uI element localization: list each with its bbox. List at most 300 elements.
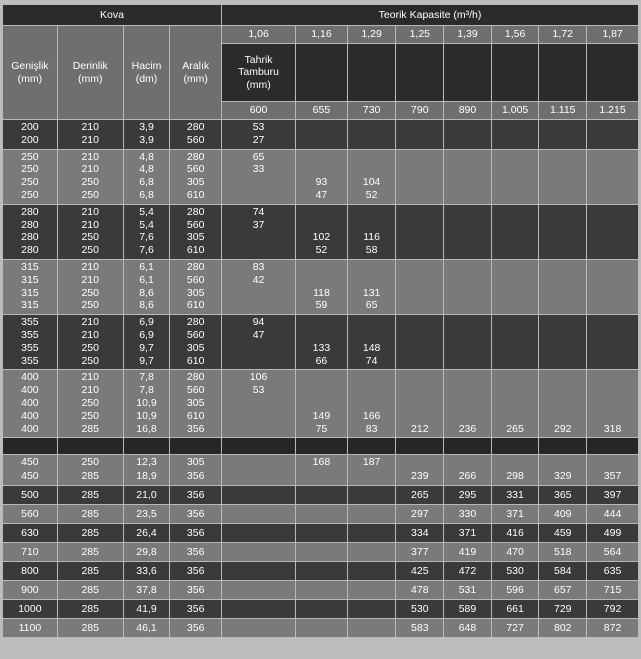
cell-value — [222, 545, 295, 560]
cell-value: 583 — [411, 621, 429, 634]
table-cell — [170, 259, 222, 314]
table-cell — [396, 619, 444, 638]
cell-value: 149 — [312, 409, 331, 422]
cell-value: 27 — [252, 133, 265, 146]
cell-value — [348, 384, 396, 397]
cell-value: 330 — [458, 507, 477, 520]
cell-value: 297 — [411, 507, 429, 520]
table-row-group — [3, 600, 639, 619]
table-cell — [170, 543, 222, 562]
table-cell — [170, 524, 222, 543]
drum-size-header: 655 — [296, 102, 348, 120]
cell-value: 250 — [81, 244, 99, 257]
cell-value — [222, 176, 295, 189]
cell-value: 400 — [21, 422, 39, 435]
table-cell — [347, 486, 396, 505]
table-cell — [491, 455, 539, 486]
cell-value — [539, 151, 586, 164]
table-cell — [491, 486, 539, 505]
cell-value: 315 — [21, 286, 39, 299]
cell-value: 459 — [554, 526, 572, 539]
table-cell — [57, 486, 123, 505]
table-cell — [539, 505, 587, 524]
cell-value: 584 — [554, 564, 572, 577]
cell-value — [396, 355, 443, 368]
cell-value: 18,9 — [136, 469, 157, 482]
table-cell — [347, 455, 396, 486]
table-cell — [396, 505, 444, 524]
table-cell — [3, 315, 58, 370]
table-cell — [296, 204, 348, 259]
cell-value: 33,6 — [136, 564, 157, 577]
cell-value — [222, 602, 295, 617]
cell-value: 285 — [81, 564, 99, 577]
cell-value — [587, 219, 638, 232]
cell-value — [444, 384, 491, 397]
cell-value — [492, 384, 539, 397]
cell-value: 187 — [362, 456, 381, 469]
table-cell — [396, 562, 444, 581]
cell-value: 444 — [603, 507, 622, 520]
cell-value — [587, 410, 638, 423]
cell-value: 250 — [81, 341, 99, 354]
cell-value — [348, 488, 396, 503]
cell-value: 499 — [603, 526, 622, 539]
cell-value — [348, 545, 396, 560]
cell-value: 356 — [186, 526, 205, 539]
cell-value — [296, 488, 347, 503]
cell-value: 250 — [21, 150, 39, 163]
table-cell — [57, 505, 123, 524]
cell-value — [444, 355, 491, 368]
cell-value: 400 — [21, 384, 39, 397]
cell-value: 305 — [186, 176, 205, 189]
drum-size-header: 600 — [222, 102, 296, 120]
cell-value — [396, 456, 443, 470]
table-cell — [491, 600, 539, 619]
cell-value: 83 — [252, 260, 265, 273]
cell-value: 450 — [21, 456, 39, 469]
cell-value — [348, 564, 396, 579]
cell-value: 265 — [411, 488, 429, 501]
cell-value — [492, 371, 539, 384]
cell-value: 470 — [506, 545, 524, 558]
table-cell — [57, 204, 123, 259]
cell-value — [587, 151, 638, 164]
table-cell — [587, 543, 639, 562]
table-cell — [57, 600, 123, 619]
cell-value: 715 — [603, 583, 622, 596]
table-cell — [123, 315, 170, 370]
table-row-group — [3, 619, 639, 638]
cell-value: 116 — [363, 231, 380, 244]
cell-value — [492, 121, 539, 134]
cell-value: 596 — [506, 583, 524, 596]
cell-value — [492, 397, 539, 410]
cell-value: 236 — [458, 422, 477, 435]
table-cell — [3, 149, 58, 204]
cell-value: 560 — [186, 328, 205, 341]
cell-value: 285 — [81, 526, 99, 539]
cell-value — [222, 244, 295, 257]
cell-value — [296, 134, 347, 147]
cell-value — [296, 329, 347, 342]
table-cell — [222, 455, 296, 486]
cell-value: 560 — [186, 218, 205, 231]
cell-value — [587, 176, 638, 189]
cell-value: 356 — [186, 422, 205, 435]
cell-value: 166 — [362, 409, 381, 422]
cell-value: 589 — [458, 602, 477, 615]
cell-value — [492, 316, 539, 329]
table-cell — [491, 581, 539, 600]
cell-value: 133 — [312, 341, 331, 354]
table-cell — [539, 543, 587, 562]
cell-value — [539, 134, 586, 147]
cell-value: 52 — [315, 244, 328, 257]
cell-value: 65 — [252, 150, 265, 163]
cell-value — [492, 134, 539, 147]
cell-value — [587, 371, 638, 384]
cell-value — [348, 134, 396, 147]
cell-value: 4,8 — [139, 150, 154, 163]
cell-value — [539, 261, 586, 274]
table-cell — [347, 120, 396, 150]
blank-cell — [170, 438, 222, 455]
cell-value — [444, 176, 491, 189]
table-cell — [396, 455, 444, 486]
cell-value: 357 — [603, 469, 622, 482]
table-cell — [491, 505, 539, 524]
table-cell — [296, 370, 348, 438]
cell-value: 356 — [186, 507, 205, 520]
blank-cell — [296, 438, 348, 455]
table-cell — [296, 455, 348, 486]
table-cell — [539, 204, 587, 259]
table-cell — [396, 524, 444, 543]
cell-value: 365 — [554, 488, 572, 501]
table-cell — [347, 543, 396, 562]
table-cell — [57, 315, 123, 370]
cell-value: 8,6 — [139, 299, 154, 312]
table-cell — [57, 370, 123, 438]
cell-value — [587, 316, 638, 329]
table-cell — [396, 149, 444, 204]
cell-value: 250 — [21, 163, 39, 176]
cell-value — [444, 134, 491, 147]
table-cell — [539, 370, 587, 438]
cell-value — [222, 526, 295, 541]
table-cell — [444, 204, 492, 259]
table-cell — [396, 543, 444, 562]
table-cell — [3, 455, 58, 486]
cell-value: 285 — [81, 621, 99, 634]
cell-value — [444, 206, 491, 219]
cell-value — [587, 244, 638, 257]
cell-value — [444, 163, 491, 176]
capacity-col-header: 1,72 — [539, 26, 587, 44]
cell-value: 41,9 — [136, 602, 157, 615]
cell-value — [222, 470, 295, 484]
cell-value — [296, 470, 347, 484]
table-cell — [539, 524, 587, 543]
table-cell — [3, 486, 58, 505]
cell-value — [348, 507, 396, 522]
cell-value: 12,3 — [136, 456, 157, 469]
table-cell — [222, 505, 296, 524]
capacity-col-header: 1,06 — [222, 26, 296, 44]
cell-value — [444, 299, 491, 312]
cell-value: 530 — [411, 602, 429, 615]
cell-value — [396, 121, 443, 134]
cell-value — [396, 299, 443, 312]
cell-value — [348, 371, 396, 384]
cell-value: 610 — [186, 244, 205, 257]
cell-value: 239 — [411, 469, 429, 482]
table-cell — [491, 562, 539, 581]
cell-value: 500 — [21, 488, 39, 501]
table-row-group — [3, 486, 639, 505]
table-cell — [123, 524, 170, 543]
cell-value: 315 — [21, 260, 39, 273]
table-cell — [587, 455, 639, 486]
cell-value — [444, 342, 491, 355]
cell-value — [222, 423, 295, 436]
table-cell — [444, 120, 492, 150]
table-cell — [491, 315, 539, 370]
cell-value — [396, 151, 443, 164]
cell-value: 657 — [554, 583, 572, 596]
drum-size-header: 1.115 — [539, 102, 587, 120]
table-cell — [3, 505, 58, 524]
table-cell — [123, 486, 170, 505]
cell-value: 42 — [252, 273, 265, 286]
table-cell — [444, 149, 492, 204]
cell-value: 610 — [186, 188, 205, 201]
cell-value — [222, 355, 295, 368]
cell-value — [348, 261, 396, 274]
cell-value: 250 — [81, 188, 99, 201]
table-cell — [539, 486, 587, 505]
cell-value: 266 — [458, 469, 477, 482]
cell-value — [444, 274, 491, 287]
cell-value — [444, 219, 491, 232]
cell-value — [396, 384, 443, 397]
cell-value: 250 — [81, 231, 99, 244]
cell-value: 397 — [603, 488, 622, 501]
cell-value: 210 — [81, 328, 99, 341]
cell-value: 250 — [21, 188, 39, 201]
cell-value — [396, 176, 443, 189]
cell-value: 210 — [81, 260, 99, 273]
cell-value — [539, 342, 586, 355]
cell-value: 200 — [21, 133, 39, 146]
cell-value — [444, 121, 491, 134]
cell-value — [296, 583, 347, 598]
table-cell — [491, 204, 539, 259]
table-cell — [587, 370, 639, 438]
table-row-group — [3, 455, 639, 486]
cell-value — [444, 329, 491, 342]
cell-value — [587, 342, 638, 355]
cell-value: 355 — [21, 341, 39, 354]
table-cell — [347, 149, 396, 204]
cell-value: 29,8 — [136, 545, 157, 558]
cell-value: 285 — [81, 602, 99, 615]
cell-value: 280 — [186, 121, 205, 133]
capacity-col-header: 1,16 — [296, 26, 348, 44]
cell-value: 305 — [186, 396, 205, 409]
cell-value — [296, 316, 347, 329]
table-cell — [3, 581, 58, 600]
table-cell — [539, 315, 587, 370]
cell-value: 305 — [186, 286, 205, 299]
cell-value — [587, 134, 638, 147]
cell-value — [296, 564, 347, 579]
table-cell — [587, 600, 639, 619]
capacity-col-header: 1,56 — [491, 26, 539, 44]
cell-value: 900 — [21, 583, 39, 596]
cell-value — [444, 371, 491, 384]
cell-value — [539, 329, 586, 342]
cell-value — [539, 176, 586, 189]
cell-value: 564 — [603, 545, 622, 558]
table-cell — [444, 619, 492, 638]
cell-value — [444, 261, 491, 274]
table-cell — [123, 370, 170, 438]
cell-value — [396, 261, 443, 274]
cell-value: 648 — [458, 621, 477, 634]
cell-value: 329 — [554, 469, 572, 482]
table-cell — [222, 581, 296, 600]
cell-value — [444, 456, 491, 470]
cell-value — [222, 621, 295, 636]
table-cell — [170, 315, 222, 370]
cell-value — [222, 456, 295, 470]
cell-value: 23,5 — [136, 507, 157, 520]
table-cell — [587, 524, 639, 543]
drum-size-header: 1.005 — [491, 102, 539, 120]
cell-value: 37 — [252, 218, 265, 231]
table-cell — [57, 259, 123, 314]
cell-value: 531 — [458, 583, 477, 596]
tahrik-tamburu-header: Tahrik Tamburu (mm) — [222, 44, 296, 102]
cell-value — [296, 384, 347, 397]
blank-cell — [396, 438, 444, 455]
cell-value — [539, 316, 586, 329]
table-cell — [296, 524, 348, 543]
cell-value: 5,4 — [139, 218, 154, 231]
table-cell — [296, 259, 348, 314]
table-cell — [539, 149, 587, 204]
table-cell — [57, 149, 123, 204]
cell-value: 7,6 — [139, 244, 154, 257]
table-cell — [396, 204, 444, 259]
cell-value: 371 — [506, 507, 524, 520]
table-cell — [57, 524, 123, 543]
cell-value: 200 — [21, 121, 39, 133]
table-cell — [347, 619, 396, 638]
table-cell — [296, 619, 348, 638]
table-row-group — [3, 505, 639, 524]
cell-value: 280 — [21, 244, 39, 257]
table-cell — [539, 600, 587, 619]
cell-value: 3,9 — [139, 121, 154, 133]
cell-value: 292 — [554, 422, 572, 435]
cell-value: 5,4 — [139, 205, 154, 218]
cell-value: 74 — [365, 354, 378, 367]
cell-value — [539, 299, 586, 312]
table-cell — [222, 524, 296, 543]
cell-value — [539, 163, 586, 176]
cell-value — [222, 231, 295, 244]
cell-value: 285 — [81, 469, 99, 482]
table-cell — [170, 600, 222, 619]
table-cell — [57, 455, 123, 486]
table-row-group — [3, 370, 639, 438]
cell-value — [396, 342, 443, 355]
cell-value — [348, 329, 396, 342]
table-cell — [57, 581, 123, 600]
cell-value: 425 — [411, 564, 429, 577]
cell-value — [444, 397, 491, 410]
table-cell — [123, 455, 170, 486]
cell-value: 285 — [81, 507, 99, 520]
table-cell — [170, 505, 222, 524]
table-cell — [587, 581, 639, 600]
cell-value: 6,1 — [139, 273, 154, 286]
cell-value: 295 — [458, 488, 477, 501]
cell-value — [539, 206, 586, 219]
cell-value — [539, 121, 586, 134]
cell-value — [296, 206, 347, 219]
drum-size-header: 890 — [444, 102, 492, 120]
table-cell — [347, 315, 396, 370]
cell-value: 33 — [252, 163, 265, 176]
cell-value: 331 — [506, 488, 524, 501]
cell-value — [396, 231, 443, 244]
table-cell — [296, 315, 348, 370]
table-cell — [123, 562, 170, 581]
table-row-group — [3, 315, 639, 370]
cell-value — [587, 163, 638, 176]
table-cell — [587, 486, 639, 505]
table-cell — [222, 619, 296, 638]
table-row-group — [3, 149, 639, 204]
table-cell — [347, 600, 396, 619]
table-cell — [57, 120, 123, 150]
cell-value: 355 — [21, 316, 39, 329]
cell-value: 210 — [81, 371, 99, 384]
table-cell — [3, 120, 58, 150]
cell-value — [587, 397, 638, 410]
cell-value — [587, 456, 638, 470]
table-cell — [347, 524, 396, 543]
cell-value: 118 — [313, 286, 330, 299]
cell-value: 280 — [186, 150, 205, 163]
cell-value — [348, 602, 396, 617]
table-cell — [296, 486, 348, 505]
table-cell — [539, 120, 587, 150]
cell-value — [296, 621, 347, 636]
table-cell — [539, 581, 587, 600]
cell-value: 635 — [603, 564, 622, 577]
teorik-kapasite-header: Teorik Kapasite (m³/h) — [222, 5, 639, 26]
table-cell — [396, 120, 444, 150]
cell-value: 729 — [554, 602, 572, 615]
cell-value: 800 — [21, 564, 39, 577]
table-cell — [587, 204, 639, 259]
